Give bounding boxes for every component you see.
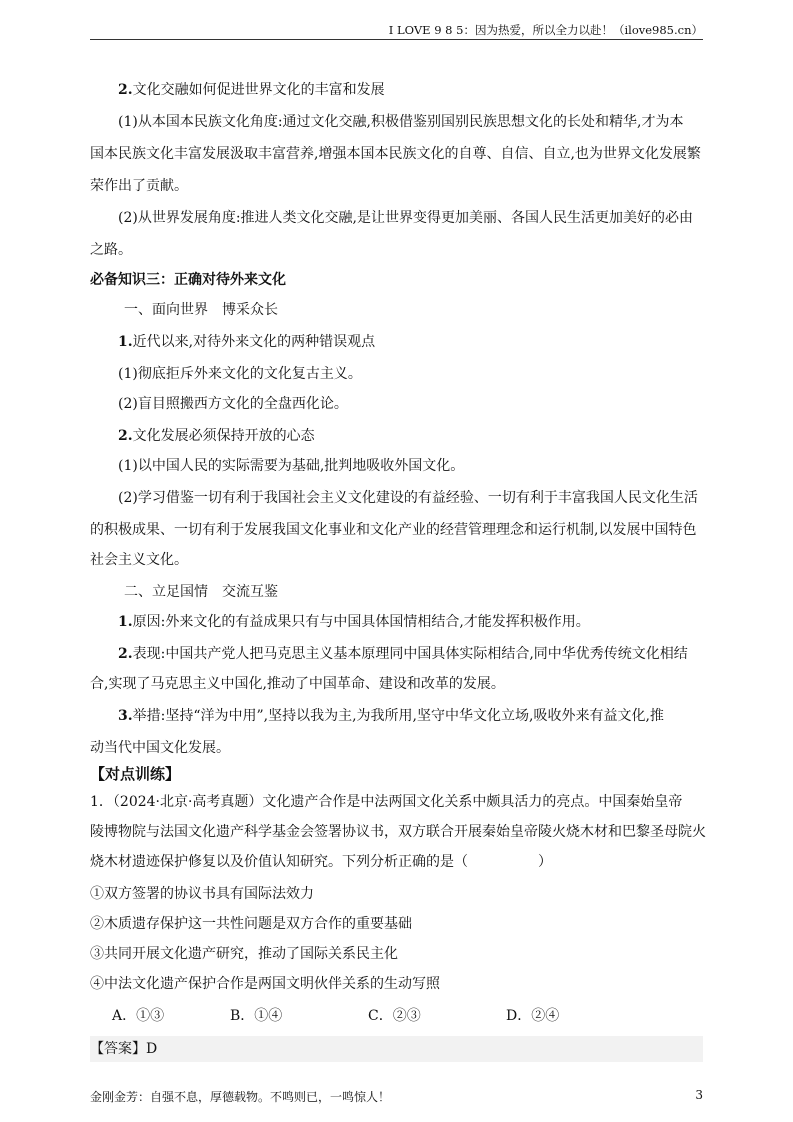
list-item: 社会主义文化。 (90, 552, 188, 568)
page-header: I LOVE 9 8 5：因为热爱，所以全力以赴！（ilove985.cn） (90, 22, 703, 40)
list-item: 3.举措:坚持“洋为中用”,坚持以我为主,为我所用,坚守中华文化立场,吸收外来有益文化,推 (118, 708, 664, 724)
list-item: 动当代中国文化发展。 (90, 740, 230, 756)
option-a: A．①③ (112, 1008, 165, 1024)
answer-box: 【答案】D (90, 1036, 703, 1062)
list-item: (1)彻底拒斥外来文化的文化复古主义。 (118, 366, 362, 382)
section-2-title: 2.文化交融如何促进世界文化的丰富和发展 (118, 82, 385, 98)
list-item: (1)以中国人民的实际需要为基础,批判地吸收外国文化。 (118, 458, 465, 474)
option-c: C．②③ (368, 1008, 421, 1024)
statement: ③共同开展文化遗产研究，推动了国际关系民主化 (90, 946, 398, 962)
list-item: 1.原因:外来文化的有益成果只有与中国具体国情相结合,才能发挥积极作用。 (118, 614, 590, 630)
subheading: 二、立足国情 交流互鉴 (124, 584, 278, 600)
list-item: 的积极成果、一切有利于发展我国文化事业和文化产业的经营管理理念和运行机制,以发展中国特色 (90, 522, 697, 538)
subheading: 一、面向世界 博采众长 (124, 302, 278, 318)
list-item: (2)学习借鉴一切有利于我国社会主义文化建设的有益经验、一切有利于丰富我国人民文化生活 (118, 490, 698, 506)
paragraph: 荣作出了贡献。 (90, 178, 188, 194)
statement: ②木质遗存保护这一共性问题是双方合作的重要基础 (90, 916, 412, 932)
list-item: 合,实现了马克思主义中国化,推动了中国革命、建设和改革的发展。 (90, 676, 505, 692)
footer-motto: 金刚金芳：自强不息，厚德载物。不鸣则已，一鸣惊人！ (90, 1090, 391, 1104)
page-number: 3 (695, 1088, 703, 1102)
list-item-title: 1.近代以来,对待外来文化的两种错误观点 (118, 334, 376, 350)
list-item: 2.表现:中国共产党人把马克思主义基本原理同中国具体实际相结合,同中华优秀传统文化相结 (118, 646, 688, 662)
paragraph: 之路。 (90, 242, 132, 258)
statement: ①双方签署的协议书具有国际法效力 (90, 886, 314, 902)
question-text: 1．（2024·北京·高考真题）文化遗产合作是中法两国文化关系中颇具活力的亮点。中国秦始皇帝 (90, 794, 683, 810)
knowledge-heading: 必备知识三：正确对待外来文化 (90, 272, 286, 288)
paragraph: 国本民族文化丰富发展汲取丰富营养,增强本国本民族文化的自尊、自信、自立,也为世界文化发展繁 (90, 146, 701, 162)
list-item-title: 2.文化发展必须保持开放的心态 (118, 428, 315, 444)
question-text: 陵博物院与法国文化遗产科学基金会签署协议书，双方联合开展秦始皇帝陵火烧木材和巴黎圣母院火 (90, 824, 706, 840)
option-b: B．①④ (230, 1008, 283, 1024)
statement: ④中法文化遗产保护合作是两国文明伙伴关系的生动写照 (90, 976, 440, 992)
paragraph: (2)从世界发展角度:推进人类文化交融,是让世界变得更加美丽、各国人民生活更加美好的必由 (118, 210, 693, 226)
question-text: 烧木材遗迹保护修复以及价值认知研究。下列分析正确的是（ ） (90, 854, 552, 870)
list-item: (2)盲目照搬西方文化的全盘西化论。 (118, 396, 348, 412)
option-d: D．②④ (506, 1008, 560, 1024)
training-heading: 【对点训练】 (90, 765, 181, 783)
paragraph: (1)从本国本民族文化角度:通过文化交融,积极借鉴别国别民族思想文化的长处和精华,才为本 (118, 114, 684, 130)
